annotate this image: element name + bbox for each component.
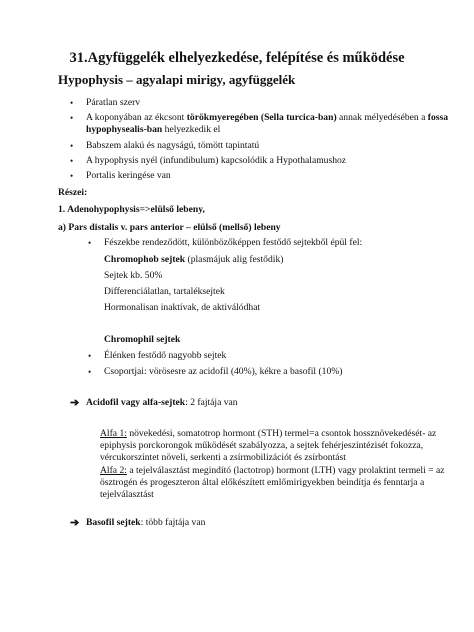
list-item: Babszem alakú és nagyságú, tömött tapintatú (86, 140, 260, 151)
alfa1-label: Alfa 1: (100, 428, 127, 439)
list-item: A hypophysis nyél (infundibulum) kapcsolódik a Hypothalamushoz (86, 155, 347, 166)
bullet-marker: • (70, 141, 74, 151)
bullet-marker: • (88, 351, 92, 361)
alfa2-label: Alfa 2: (100, 465, 127, 476)
arrow-icon: ➔ (70, 517, 80, 529)
arrow-icon: ➔ (70, 397, 80, 409)
bullet-marker: • (88, 367, 92, 377)
list-item: A koponyában az ékcsont törökmyeregében (Sella turcica-ban) annak mélyedésében a fossa (86, 112, 449, 123)
text-line: Sejtek kb. 50% (104, 270, 163, 281)
list-item-continuation: hypophysealis-ban helyezkedik el (86, 124, 221, 135)
text-line: Hormonalisan inaktívak, de aktiválódhat (104, 302, 261, 313)
section-heading: Részei: (58, 187, 88, 198)
bullet-marker: • (70, 171, 74, 181)
text-line: Differenciálatlan, tartaléksejtek (104, 286, 225, 297)
list-item: Fészekbe rendeződött, különbözőképpen festődő sejtekből épül fel: (104, 237, 363, 248)
bullet-marker: • (70, 156, 74, 166)
bullet-marker: • (88, 238, 92, 248)
section-heading: a) Pars distalis v. pars anterior – elülső (mellső) lebeny (58, 222, 281, 233)
list-item: Portalis keringése van (86, 170, 171, 181)
subtitle: Hypophysis – agyalapi mirigy, agyfüggelék (58, 72, 296, 87)
acidofil-heading: Acidofil vagy alfa-sejtek: 2 fajtája van (86, 397, 238, 408)
page-title: 31.Agyfüggelék elhelyezkedése, felépítése és működése (69, 50, 405, 66)
section-heading: 1. Adenohypophysis=>elülső lebeny, (58, 204, 205, 215)
alfa2-paragraph: Alfa 2: a tejelválasztást megindító (lactotrop) hormont (LTH) vagy prolaktint termeli = az ösztrogén és progeszteron által előkészített emlőmirigyekben beindítja és fenntarja a tejelválasztást (100, 465, 445, 500)
list-item: Csoportjai: vörösesre az acidofil (40%), kékre a basofil (10%) (104, 366, 343, 377)
chromophob-heading: Chromophob sejtek (plasmájuk alig festődik) (104, 254, 284, 265)
list-item: Élénken festődő nagyobb sejtek (104, 350, 227, 361)
bullet-marker: • (70, 113, 74, 123)
chromophil-heading: Chromophil sejtek (104, 334, 181, 345)
alfa1-paragraph: Alfa 1: növekedési, somatotrop hormont (STH) termel=a csontok hossznövekedését- az epiphysis porckorongok működését szabályozza, a sejtek fehérjeszintézisét fokozza, vércukorszintet növeli, serkenti a zsírmobilizációt és zsírbontást (100, 428, 437, 463)
basofil-heading: Basofil sejtek: több fajtája van (86, 517, 206, 528)
list-item: Páratlan szerv (86, 97, 141, 108)
bullet-marker: • (70, 98, 74, 108)
